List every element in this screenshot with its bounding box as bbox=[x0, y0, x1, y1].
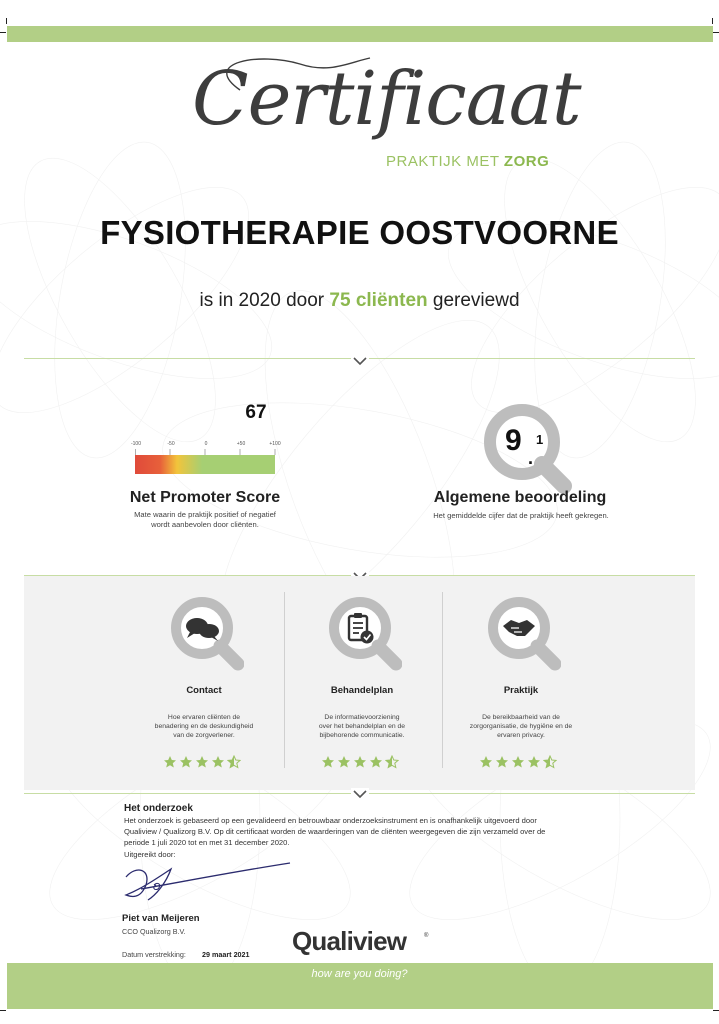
category-description-line: benadering en de deskundigheid bbox=[154, 723, 254, 731]
star-icon bbox=[495, 755, 509, 769]
category-title: Contact bbox=[186, 685, 222, 696]
nps-tick: -50 bbox=[167, 441, 175, 447]
subtitle-bold: ZORG bbox=[503, 153, 550, 170]
nps-title: Net Promoter Score bbox=[129, 489, 281, 506]
registered-mark: ® bbox=[424, 933, 429, 939]
star-rating bbox=[479, 755, 569, 769]
overall-score-decimal: 1 bbox=[536, 432, 544, 447]
star-icon bbox=[179, 755, 193, 769]
star-icon bbox=[337, 755, 351, 769]
category-title: Praktijk bbox=[503, 685, 539, 696]
category-title: Behandelplan bbox=[330, 685, 394, 696]
signer-name: Piet van Meijeren bbox=[122, 913, 200, 924]
issue-date-label: Datum verstrekking: bbox=[122, 950, 186, 959]
overall-title: Algemene beoordeling bbox=[433, 489, 607, 506]
research-text bbox=[124, 815, 599, 848]
nps-tick: 0 bbox=[204, 441, 208, 447]
nps-tick: -100 bbox=[130, 441, 141, 447]
star-icon bbox=[321, 755, 335, 769]
practice-name: FYSIOTHERAPIE OOSTVOORNE bbox=[100, 214, 619, 251]
brand-tagline: how are you doing? bbox=[311, 968, 408, 980]
star-icon bbox=[211, 755, 225, 769]
review-summary bbox=[0, 290, 719, 312]
category-description-line: bijbehorende communicatie. bbox=[319, 732, 405, 740]
nps-tick: +50 bbox=[236, 441, 246, 447]
star-rating bbox=[163, 755, 253, 769]
category-description-line: zorgorganisatie, de hygiëne en de bbox=[469, 723, 573, 731]
category-description-line: De bereikbaarheid van de bbox=[482, 714, 560, 721]
crop-mark bbox=[713, 1010, 719, 1011]
category-description-line: Hoe ervaren cliënten de bbox=[167, 714, 241, 721]
overall-score-integer: 9 bbox=[505, 424, 522, 457]
clipboard-check-icon bbox=[322, 592, 402, 672]
issued-by-label: Uitgereikt door: bbox=[124, 850, 176, 859]
crop-mark bbox=[713, 32, 719, 33]
nps-value: 67 bbox=[245, 402, 267, 423]
overall-description: Het gemiddelde cijfer dat de praktijk heeft gekregen. bbox=[433, 511, 609, 520]
signer-role: CCO Qualizorg B.V. bbox=[122, 927, 186, 936]
handshake-icon bbox=[481, 592, 561, 672]
research-text-line: Qualiview / Qualizorg B.V. Op dit certificaat worden de waarderingen van de cliënten weergegeven die zijn verzameld over de bbox=[124, 827, 546, 836]
category-description-line: over het behandelplan en de bbox=[318, 723, 406, 731]
research-text-line: Het onderzoek is gebaseerd op een gevalideerd en betrouwbaar onderzoeksinstrument en is onafhankelijk uitgevoerd door bbox=[124, 816, 537, 825]
crop-mark bbox=[0, 32, 6, 33]
star-icon bbox=[527, 755, 541, 769]
certificate-title bbox=[180, 52, 580, 162]
category-description-line: De informatievoorziening bbox=[324, 714, 400, 721]
crop-mark bbox=[712, 18, 713, 24]
star-icon bbox=[195, 755, 209, 769]
overall-score-dot: . bbox=[528, 448, 534, 468]
chevron-down-icon bbox=[351, 355, 369, 367]
chevron-down-icon bbox=[351, 788, 369, 800]
handwritten-signature bbox=[96, 855, 296, 905]
issue-date-value: 29 maart 2021 bbox=[202, 950, 250, 959]
category-description bbox=[139, 713, 269, 741]
research-text-line: periode 1 juli 2020 tot en met 31 december 2020. bbox=[124, 838, 290, 847]
column-separator bbox=[284, 592, 285, 768]
half-star-icon bbox=[385, 755, 399, 769]
certificate-title-text: Certificaat bbox=[192, 56, 581, 142]
certificate-subtitle bbox=[386, 153, 549, 170]
star-icon bbox=[163, 755, 177, 769]
review-after: gereviewd bbox=[427, 290, 520, 311]
nps-description bbox=[110, 510, 300, 530]
nps-description-line: wordt aanbevolen door cliënten. bbox=[151, 519, 259, 529]
nps-gradient-bar bbox=[135, 455, 275, 474]
chat-bubbles-icon bbox=[164, 592, 244, 672]
crop-mark bbox=[6, 18, 7, 24]
category-description-line: van de zorgverlener. bbox=[173, 732, 235, 740]
half-star-icon bbox=[227, 755, 241, 769]
star-rating bbox=[321, 755, 411, 769]
research-title: Het onderzoek bbox=[124, 803, 193, 814]
half-star-icon bbox=[543, 755, 557, 769]
review-before: is in 2020 door bbox=[199, 290, 330, 311]
star-icon bbox=[511, 755, 525, 769]
star-icon bbox=[479, 755, 493, 769]
category-description bbox=[456, 713, 586, 741]
category-description-line: ervaren privacy. bbox=[497, 732, 545, 740]
subtitle-prefix: PRAKTIJK MET bbox=[386, 153, 504, 170]
nps-description-line: Mate waarin de praktijk positief of negatief bbox=[134, 510, 276, 519]
star-icon bbox=[369, 755, 383, 769]
column-separator bbox=[442, 592, 443, 768]
category-description bbox=[297, 713, 427, 741]
star-icon bbox=[353, 755, 367, 769]
nps-tick: +100 bbox=[269, 441, 281, 447]
qualiview-logo: Qualiview bbox=[292, 926, 407, 956]
crop-mark bbox=[0, 1010, 6, 1011]
review-count: 75 cliënten bbox=[329, 290, 428, 311]
top-accent-bar bbox=[7, 26, 713, 42]
